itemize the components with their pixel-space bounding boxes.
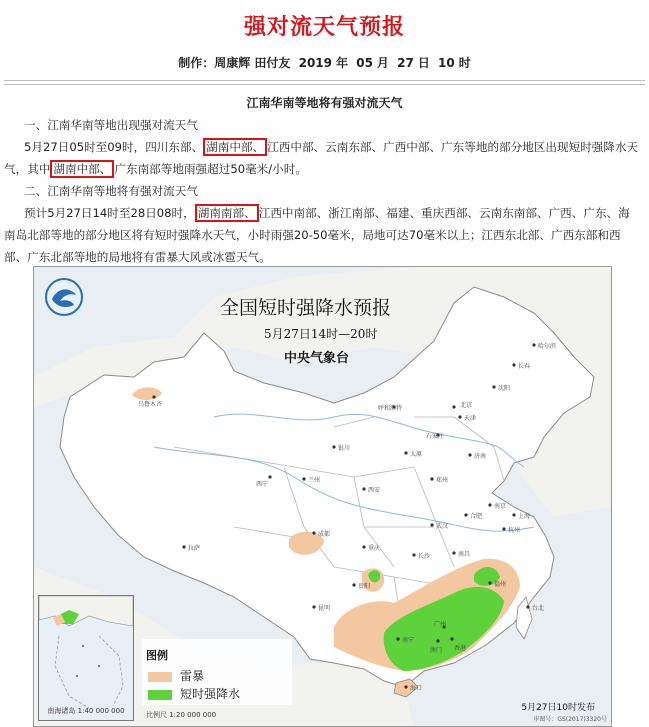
byline-month: 05 — [356, 56, 373, 70]
city-label: 昆明 — [318, 605, 331, 612]
city-label: 乌鲁木齐 — [138, 401, 163, 408]
highlight-hunan-central-2: 湖南中部、 — [50, 160, 114, 178]
city-label: 西宁 — [256, 481, 269, 488]
city-label: 南昌 — [458, 551, 471, 558]
map-title: 全国短时强降水预报 — [220, 297, 392, 319]
byline — [0, 54, 649, 71]
forecast-map — [33, 266, 612, 727]
map-legend — [142, 639, 292, 705]
city-label: 济南 — [474, 453, 487, 460]
city-label: 天津 — [464, 415, 477, 422]
byline-authors: 制作：周康辉 田付友 — [178, 56, 291, 70]
city-label: 成都 — [318, 531, 331, 538]
city-label: 兰州 — [308, 477, 321, 484]
map-scale: 比例尺 1:20 000 000 — [146, 711, 217, 719]
city-label: 台北 — [532, 605, 545, 612]
divider-top-2 — [4, 84, 645, 85]
city-label: 贵阳 — [358, 583, 371, 590]
city-label: 拉萨 — [188, 545, 201, 552]
article-subheading: 江南华南等地将有强对流天气 — [246, 96, 403, 110]
city-label: 上海 — [518, 513, 531, 520]
city-label: 西安 — [368, 487, 381, 494]
map-agency: 中央气象台 — [284, 351, 350, 366]
page-title: 强对流天气预报 — [243, 15, 405, 40]
inset-scale: 1:40 000 000 — [77, 707, 125, 715]
city-label: 银川 — [338, 445, 351, 452]
city-label: 沈阳 — [498, 385, 511, 392]
section2-paragraph: 预计5月27日14时至28日08时， 湖南南部、 江西中南部、浙江南部、福建、重庆西部、云南东南部、广西、广东、海南岛北部等地的部分地区将有短时强降水天气，小时雨强20-50毫米，局地可达70毫米以上；江西东北部、广西东部和西部、广东北部等地的局地将有雷暴大风或冰雹天气。 — [4, 206, 630, 264]
city-label: 南京 — [494, 503, 507, 510]
highlight-hunan-south: 湖南南部、 — [195, 204, 259, 222]
city-label: 香港 — [454, 645, 467, 652]
city-label: 北京 — [460, 402, 473, 409]
city-label: 石家庄 — [426, 433, 445, 440]
city-label: 郑州 — [436, 477, 449, 484]
byline-month-unit: 月 — [376, 56, 389, 70]
section1-paragraph: 5月27日05时至09时，四川东部、 湖南中部、 江西中部、云南东部、广西中部、广东等地的部分地区出现短时强降水天气，其中 湖南中部、 广东南部等地雨强超过50毫米/小时。 — [4, 140, 639, 176]
city-label: 太原 — [410, 451, 423, 458]
section2-heading: 二、江南华南等地将有强对流天气 — [24, 184, 198, 198]
map-period: 5月27日14时—20时 — [264, 327, 378, 341]
legend-swatch-heavy-rain — [148, 690, 172, 700]
byline-year: 2019 — [298, 56, 333, 70]
city-label: 福州 — [494, 581, 507, 588]
legend-swatch-thunderstorm — [148, 672, 172, 682]
byline-hour-unit: 时 — [458, 56, 471, 70]
map-approval-number: 审图号：GS(2017)3320号 — [533, 716, 607, 723]
city-label: 长春 — [518, 363, 531, 370]
highlight-hunan-central-1: 湖南中部、 — [203, 138, 267, 156]
legend-title: 图例 — [146, 649, 168, 662]
city-label: 哈尔滨 — [538, 343, 557, 350]
byline-day: 27 — [397, 56, 414, 70]
city-label: 长沙 — [418, 553, 431, 560]
city-label: 武汉 — [436, 523, 449, 530]
south-china-sea-inset — [38, 595, 134, 721]
legend-item-heavy-rain: 短时强降水 — [148, 685, 240, 702]
city-label: 杭州 — [508, 527, 521, 534]
issue-time: 5月27日10时发布 — [521, 703, 595, 713]
byline-hour: 10 — [438, 56, 455, 70]
section1-heading: 一、江南华南等地出现强对流天气 — [24, 118, 198, 132]
byline-day-unit: 日 — [417, 56, 430, 70]
city-label: 澳门 — [430, 647, 443, 654]
city-label: 海口 — [410, 685, 423, 692]
byline-year-unit: 年 — [336, 56, 349, 70]
city-label: 合肥 — [470, 513, 483, 520]
city-label: 重庆 — [368, 545, 381, 552]
inset-label: 南海诸岛 1:40 000 000 — [47, 707, 125, 715]
city-label: 呼和浩特 — [378, 405, 403, 412]
city-label: 广州 — [434, 621, 447, 628]
city-label: 南宁 — [402, 637, 415, 644]
legend-item-thunderstorm: 雷暴 — [148, 667, 204, 684]
cma-logo — [44, 277, 84, 317]
divider-top — [4, 80, 645, 81]
